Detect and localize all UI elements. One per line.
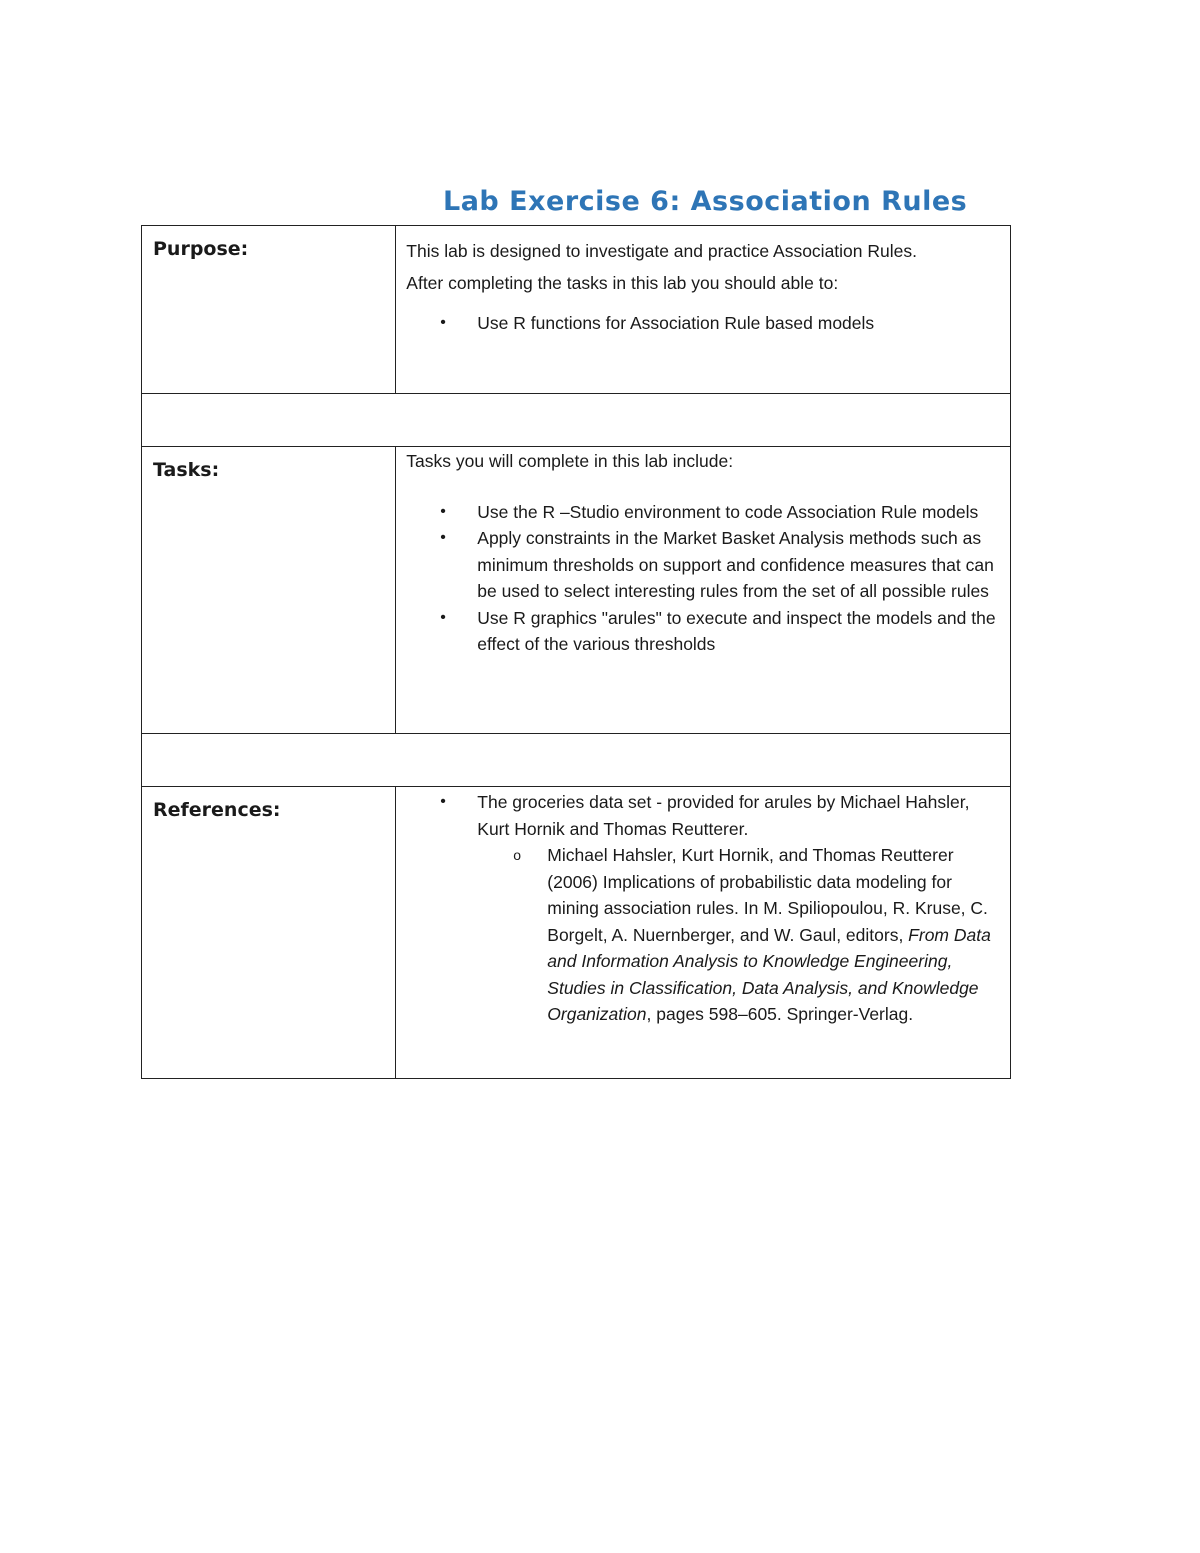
tasks-bullet-list — [406, 499, 996, 658]
bullet-icon: • — [440, 314, 446, 331]
purpose-content-cell — [396, 226, 1011, 394]
lab-info-table — [141, 225, 1011, 1079]
list-item — [406, 842, 996, 1028]
citation-book-title: From Data and Information Analysis to Knowledge Engineering, Studies in Classification, Data Analysis, and Knowledge Organization — [547, 924, 991, 1024]
references-list — [406, 789, 996, 1028]
list-item — [406, 310, 996, 337]
sub-bullet-icon: o — [513, 847, 522, 863]
bullet-icon: • — [440, 793, 446, 810]
bullet-icon: • — [440, 608, 446, 626]
list-item — [406, 525, 996, 605]
references-label: References: — [153, 799, 281, 821]
tasks-row — [142, 447, 1011, 734]
references-row — [142, 787, 1011, 1079]
purpose-row — [142, 226, 1011, 394]
references-label-cell — [142, 787, 396, 1079]
tasks-intro: Tasks you will complete in this lab include: — [406, 451, 734, 471]
page-title: Lab Exercise 6: Association Rules — [443, 186, 968, 217]
purpose-text-line1: This lab is designed to investigate and practice Association Rules. — [406, 241, 917, 261]
bullet-icon: • — [440, 529, 446, 546]
bullet-icon: • — [440, 502, 446, 520]
purpose-text-line2: After completing the tasks in this lab you should able to: — [406, 272, 839, 293]
citation-pages: , pages 598–605. Springer-Verlag. — [646, 1004, 914, 1024]
tasks-label-cell — [142, 447, 396, 734]
tasks-content-cell — [396, 447, 1011, 734]
references-content-cell — [396, 787, 1011, 1079]
citation-text: Michael Hahsler, Kurt Hornik, and Thomas Reutterer (2006) Implications of probabilistic data modeling for mining association rules. In M. Spiliopoulou, R. Kruse, C. Borgelt, A. Nuernberger, and W. Gaul, editors, — [547, 845, 988, 945]
reference-text: The groceries data set - provided for arules by Michael Hahsler, Kurt Hornik and Thomas Reutterer. — [477, 792, 970, 839]
list-item — [406, 499, 996, 526]
spacer-row — [142, 394, 1011, 447]
purpose-label-cell — [142, 226, 396, 394]
purpose-bullet-list — [406, 310, 996, 337]
list-item-text: Apply constraints in the Market Basket Analysis methods such as minimum thresholds on support and confidence measures that can be used to select interesting rules from the set of all possible rules — [477, 528, 994, 601]
list-item — [406, 605, 996, 658]
purpose-label: Purpose: — [153, 238, 249, 260]
tasks-label: Tasks: — [153, 459, 220, 481]
list-item-text: Use R functions for Association Rule based models — [477, 313, 875, 333]
list-item-text: Use the R –Studio environment to code Association Rule models — [477, 501, 979, 522]
spacer-cell — [142, 734, 1011, 787]
list-item-text: Use R graphics "arules" to execute and inspect the models and the effect of the various thresholds — [477, 607, 996, 654]
list-item — [406, 789, 996, 842]
spacer-cell — [142, 394, 1011, 447]
spacer-row — [142, 734, 1011, 787]
